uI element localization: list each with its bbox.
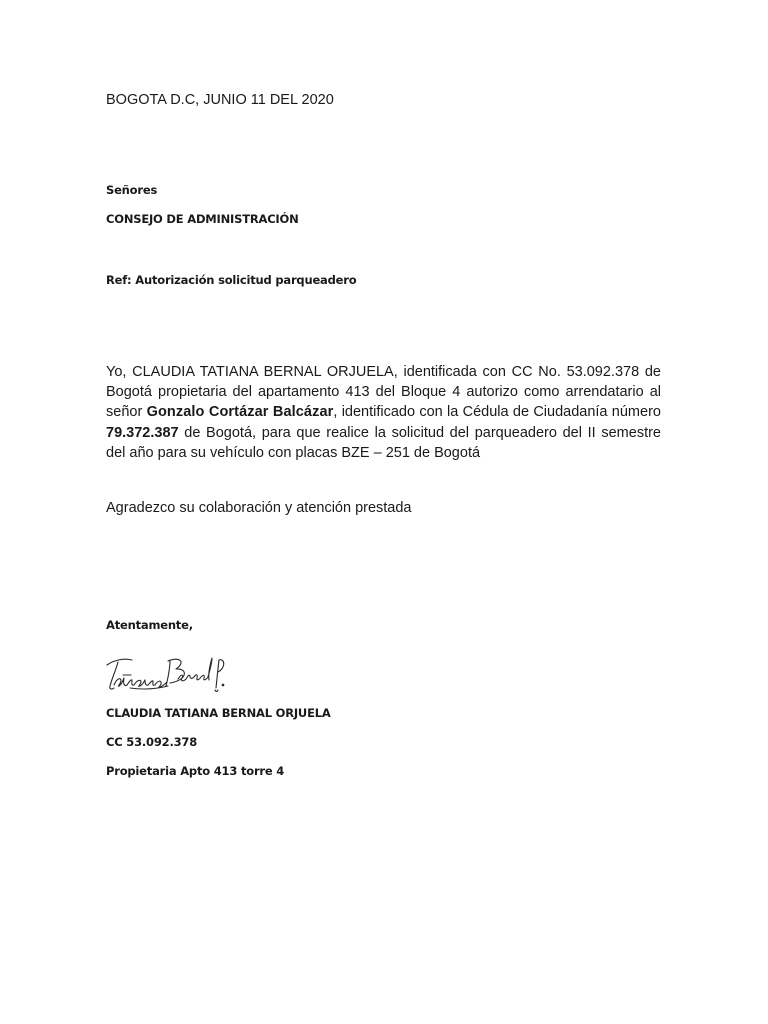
signer-role: Propietaria Apto 413 torre 4 [106,764,285,778]
reference-line: Ref: Autorización solicitud parqueadero [106,273,357,287]
closing: Atentamente, [106,618,193,632]
date-line: BOGOTA D.C, JUNIO 11 DEL 2020 [106,92,334,108]
body-text-part-2: , identificado con la Cédula de Ciudadanía número [333,404,661,421]
body-paragraph [106,362,661,463]
recipient: CONSEJO DE ADMINISTRACIÓN [106,212,299,226]
body-text-part-1: Yo, CLAUDIA TATIANA BERNAL ORJUELA, identificada con CC No. 53.092.378 de Bogotá propietaria del apartamento 413 del Bloque 4 autorizo como arrendatario al señor [106,364,661,421]
body-text-part-3: de Bogotá, para que realice la solicitud del parqueadero del II semestre del año para su vehículo con placas BZE – 251 de Bogotá [106,424,661,461]
handwritten-signature [104,652,226,702]
tenant-name: Gonzalo Cortázar Balcázar [146,404,334,421]
signer-name: CLAUDIA TATIANA BERNAL ORJUELA [106,706,331,720]
salutation: Señores [106,183,158,197]
signer-id: CC 53.092.378 [106,735,198,749]
thanks-line: Agradezco su colaboración y atención prestada [106,500,412,516]
tenant-id: 79.372.387 [106,424,179,441]
